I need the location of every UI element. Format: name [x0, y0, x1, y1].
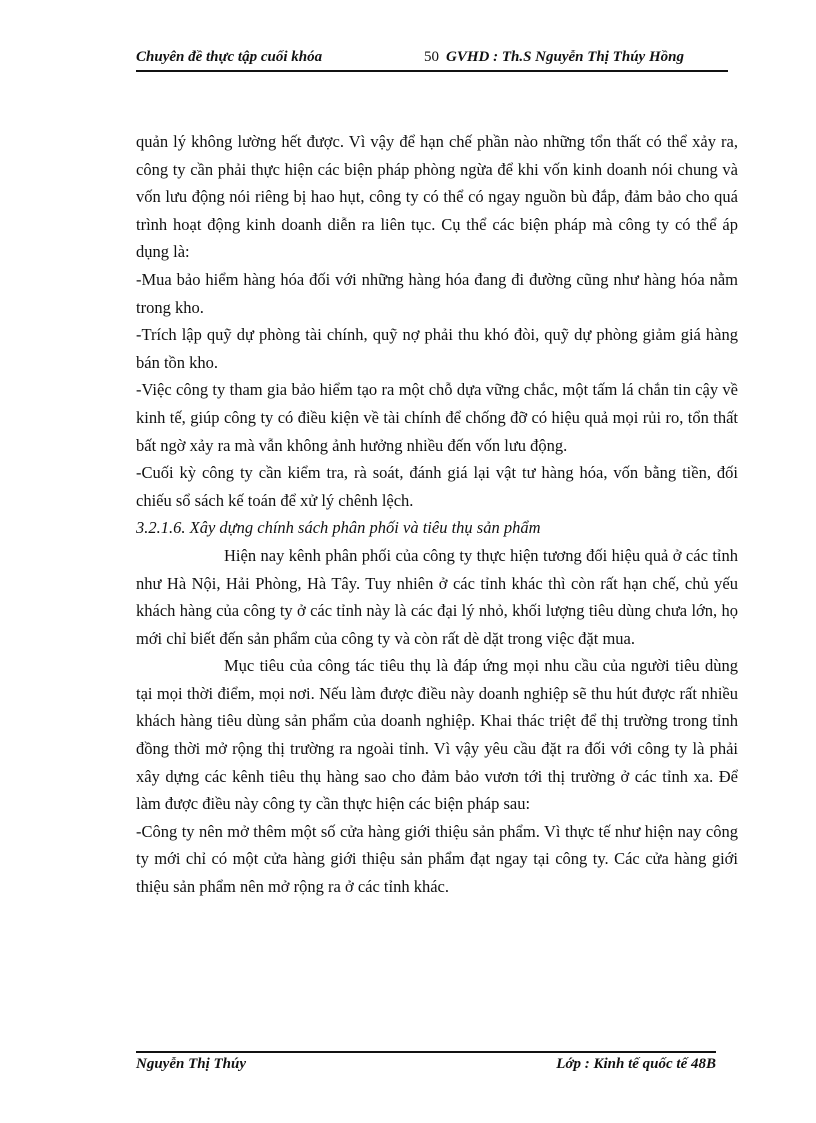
list-item-showrooms: -Công ty nên mở thêm một số cửa hàng giới thiệu sản phẩm. Vì thực tế như hiện nay công ty mới chỉ có một cửa hàng giới thiệu sản phẩm đạt ngay tại công ty. Các cửa hàng giới thiệu sản phẩm nên mở rộng ra ở các tỉnh khác.: [136, 821, 738, 897]
paragraph-consumption-goals: Mục tiêu của công tác tiêu thụ là đáp ứng mọi nhu cầu của người tiêu dùng tại mọi thời điểm, mọi nơi. Nếu làm được điều này doanh nghiệp sẽ thu hút được rất nhiều khách hàng tiêu dùng sản phẩm của doanh nghiệp. Khai thác triệt để thị trường trong tỉnh đồng thời mở rộng thị trường ra ngoài tỉnh. Vì vậy yêu cầu đặt ra đối với công ty là phải xây dựng các kênh tiêu thụ hàng sao cho đảm bảo vươn tới thị trường ở các tỉnh xa. Để làm được điều này công ty cần thực hiện các biện pháp sau:: [136, 656, 738, 814]
header-document-title: Chuyên đề thực tập cuối khóa: [136, 49, 323, 65]
header-page-number: 50: [424, 49, 439, 65]
list-item-period-end-audit: -Cuối kỳ công ty cần kiểm tra, rà soát, đánh giá lại vật tư hàng hóa, vốn bằng tiền, đối chiếu sổ sách kế toán để xử lý chênh lệch.: [136, 463, 738, 510]
header-supervisor: GVHD : Th.S Nguyễn Thị Thúy Hồng: [446, 49, 684, 65]
paragraph-distribution-channels: Hiện nay kênh phân phối của công ty thực hiện tương đối hiệu quả ở các tỉnh như Hà Nội, Hải Phòng, Hà Tây. Tuy nhiên ở các tỉnh khác thì còn rất hạn chế, chủ yếu khách hàng của công ty ở các tỉnh này là các đại lý nhỏ, khối lượng tiêu dùng chưa lớn, họ mới chỉ biết đến sản phẩm của công ty và còn rất dè dặt trong việc đặt mua.: [136, 545, 738, 648]
section-heading: 3.2.1.6. Xây dựng chính sách phân phối và tiêu thụ sản phẩm: [136, 518, 541, 538]
footer-divider: [136, 1051, 716, 1053]
document-body: [136, 128, 738, 901]
list-item-insurance-benefit: -Việc công ty tham gia bảo hiểm tạo ra một chỗ dựa vững chắc, một tấm lá chắn tin cậy về kinh tế, giúp công ty có điều kiện về tài chính để chống đỡ có hiệu quả mọi rủi ro, tổn thất bất ngờ xảy ra mà vẫn không ảnh hưởng nhiều đến vốn lưu động.: [136, 380, 738, 455]
page-footer: [136, 1056, 716, 1080]
paragraph-risk-prevention: quản lý không lường hết được. Vì vậy để hạn chế phần nào những tổn thất có thể xảy ra, công ty cần phải thực hiện các biện pháp phòng ngừa để khi vốn kinh doanh nói chung và vốn lưu động nói riêng bị hao hụt, công ty có thể có ngay nguồn bù đắp, đảm bảo cho quá trình hoạt động kinh doanh diễn ra liên tục. Cụ thể các biện pháp mà công ty có thể áp dụng là:: [136, 132, 738, 262]
footer-author: Nguyễn Thị Thúy: [136, 1056, 247, 1072]
list-item-insurance: -Mua bảo hiểm hàng hóa đối với những hàng hóa đang đi đường cũng như hàng hóa nằm trong kho.: [136, 269, 738, 317]
footer-class: Lớp : Kinh tế quốc tế 48B: [556, 1056, 716, 1072]
header-divider: [136, 70, 728, 72]
list-item-reserve-funds: -Trích lập quỹ dự phòng tài chính, quỹ nợ phải thu khó đòi, quỹ dự phòng giảm giá hàng bán tồn kho.: [136, 325, 738, 372]
